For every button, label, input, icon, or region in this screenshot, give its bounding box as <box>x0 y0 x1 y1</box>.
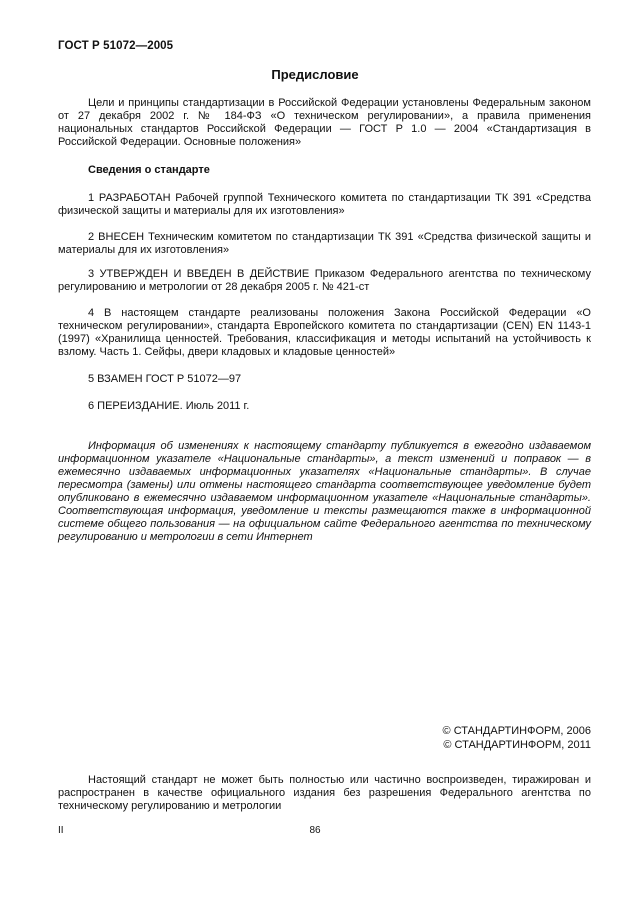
item-approved: 3 УТВЕРЖДЕН И ВВЕДЕН В ДЕЙСТВИЕ Приказом Федерального агентства по техническому регулированию и метрологии от 28 декабря 2005 г. № 421-ст <box>58 268 591 293</box>
item-developed: 1 РАЗРАБОТАН Рабочей группой Технического комитета по стандартизации ТК 391 «Средства физической защиты и материалы для их изготовления» <box>58 192 591 217</box>
item-reissue: 6 ПЕРЕИЗДАНИЕ. Июль 2011 г. <box>88 400 250 412</box>
intro-paragraph: Цели и принципы стандартизации в Российской Федерации установлены Федеральным законом от 27 декабря 2002 г. № 184-ФЗ «О техническом регулировании», а правила применения национальных стандартов Российской Федерации — ГОСТ Р 1.0 — 2004 «Стандартизация в Российской Федерации. Основные положения» <box>58 97 591 148</box>
page-number: 86 <box>309 825 321 836</box>
item-submitted: 2 ВНЕСЕН Техническим комитетом по стандартизации ТК 391 «Средства физической защиты и материалы для их изготовления» <box>58 231 591 256</box>
document-code: ГОСТ Р 51072—2005 <box>58 40 174 52</box>
roman-page-number: II <box>58 825 64 836</box>
copyright-block <box>420 724 591 752</box>
copyright-line: © СТАНДАРТИНФОРМ, 2011 <box>443 739 591 751</box>
section-heading: Сведения о стандарте <box>88 164 210 176</box>
reproduction-notice: Настоящий стандарт не может быть полностью или частично воспроизведен, тиражирован и распространен в качестве официального издания без разрешения Федерального агентства по техническому регулированию и метрологии <box>58 774 591 812</box>
item-implemented-provisions: 4 В настоящем стандарте реализованы положения Закона Российской Федерации «О техническом регулировании», стандарта Европейского комитета по стандартизации (CEN) EN 1143-1 (1997) «Хранилища ценностей. Требования, классификация и методы испытаний на устойчивость к взлому. Часть 1. Сейфы, двери кладовых и кладовые ценностей» <box>58 307 591 358</box>
info-notice: Информация об изменениях к настоящему стандарту публикуется в ежегодно издаваемом информационном указателе «Национальные стандарты», а текст изменений и поправок — в ежемесячно издаваемых информационных указателях «Национальные стандарты». В случае пересмотра (замены) или отмены настоящего стандарта соответствующее уведомление будет опубликовано в ежемесячно издаваемом информационном указателе «Национальные стандарты». Соответствующая информация, уведомление и тексты размещаются также в информационной системе общего пользования — на официальном сайте Федерального агентства по техническому регулированию и метрологии в сети Интернет <box>58 440 591 543</box>
item-replaces: 5 ВЗАМЕН ГОСТ Р 51072—97 <box>88 373 242 385</box>
page-title: Предисловие <box>271 67 359 82</box>
copyright-line: © СТАНДАРТИНФОРМ, 2006 <box>442 725 591 737</box>
